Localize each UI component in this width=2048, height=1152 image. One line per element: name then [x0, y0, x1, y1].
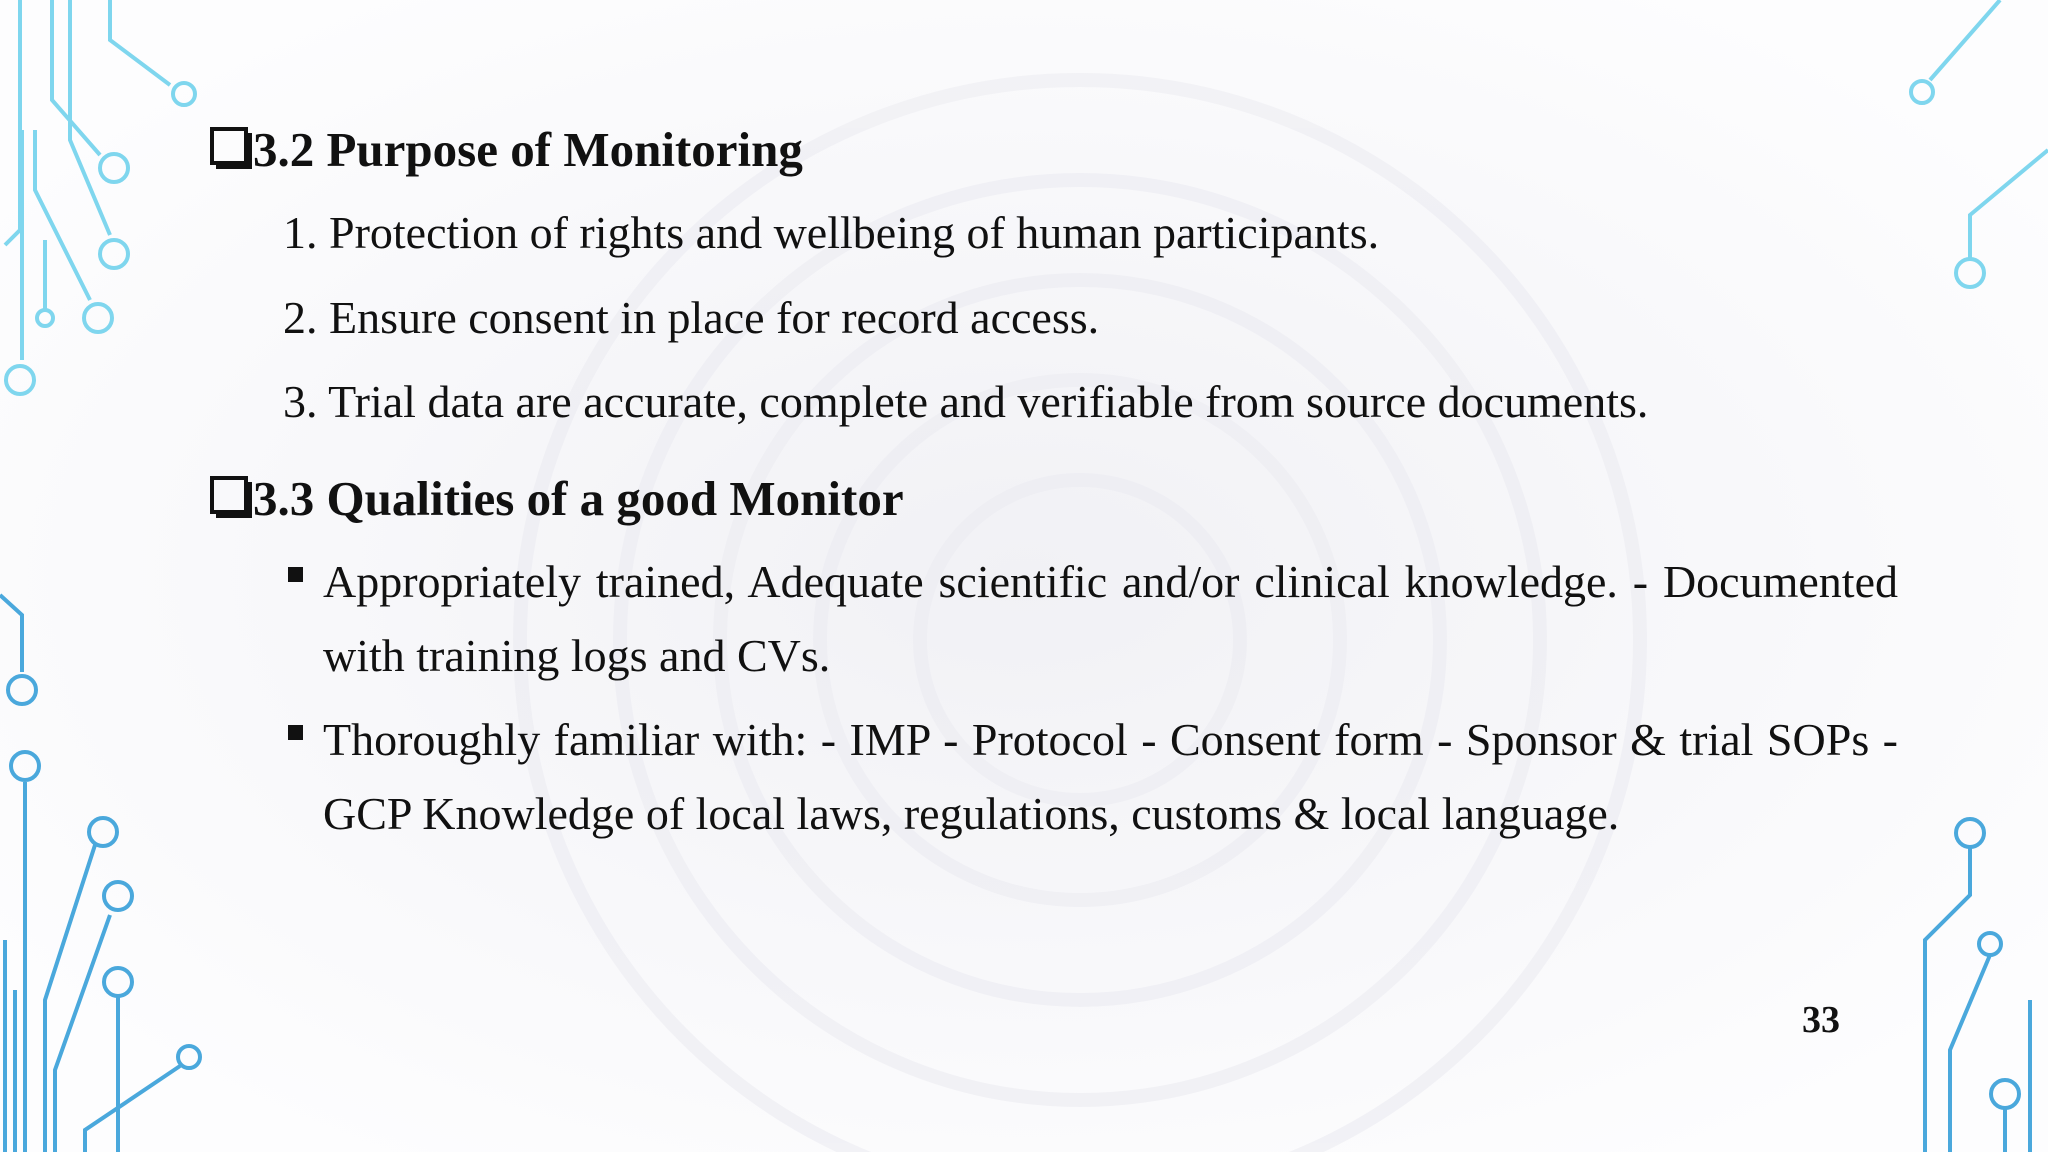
bullet-text: Thoroughly familiar with: - IMP - Protocol - Consent form - Sponsor & trial SOPs - GCP Knowledge of local laws, regulations, customs & local language.	[323, 714, 1898, 839]
page-number: 33	[1802, 999, 1840, 1041]
list-item: 3. Trial data are accurate, complete and verifiable from source documents.	[283, 376, 1649, 427]
section-title: 3.2 Purpose of Monitoring	[253, 122, 803, 177]
checkbox-bullet-icon	[210, 476, 248, 514]
bullet-item	[288, 703, 1898, 851]
list-item: 2. Ensure consent in place for record access.	[283, 292, 1100, 343]
list-item: 1. Protection of rights and wellbeing of human participants.	[283, 207, 1380, 258]
square-bullet-icon	[288, 567, 303, 582]
square-bullet-icon	[288, 725, 303, 740]
section-heading-purpose	[210, 120, 803, 180]
section-heading-qualities	[210, 469, 904, 529]
checkbox-bullet-icon	[210, 127, 248, 165]
bullet-text: Appropriately trained, Adequate scientific and/or clinical knowledge. - Documented with training logs and CVs.	[323, 556, 1898, 681]
section-title: 3.3 Qualities of a good Monitor	[253, 471, 904, 526]
bullet-item	[288, 545, 1898, 693]
